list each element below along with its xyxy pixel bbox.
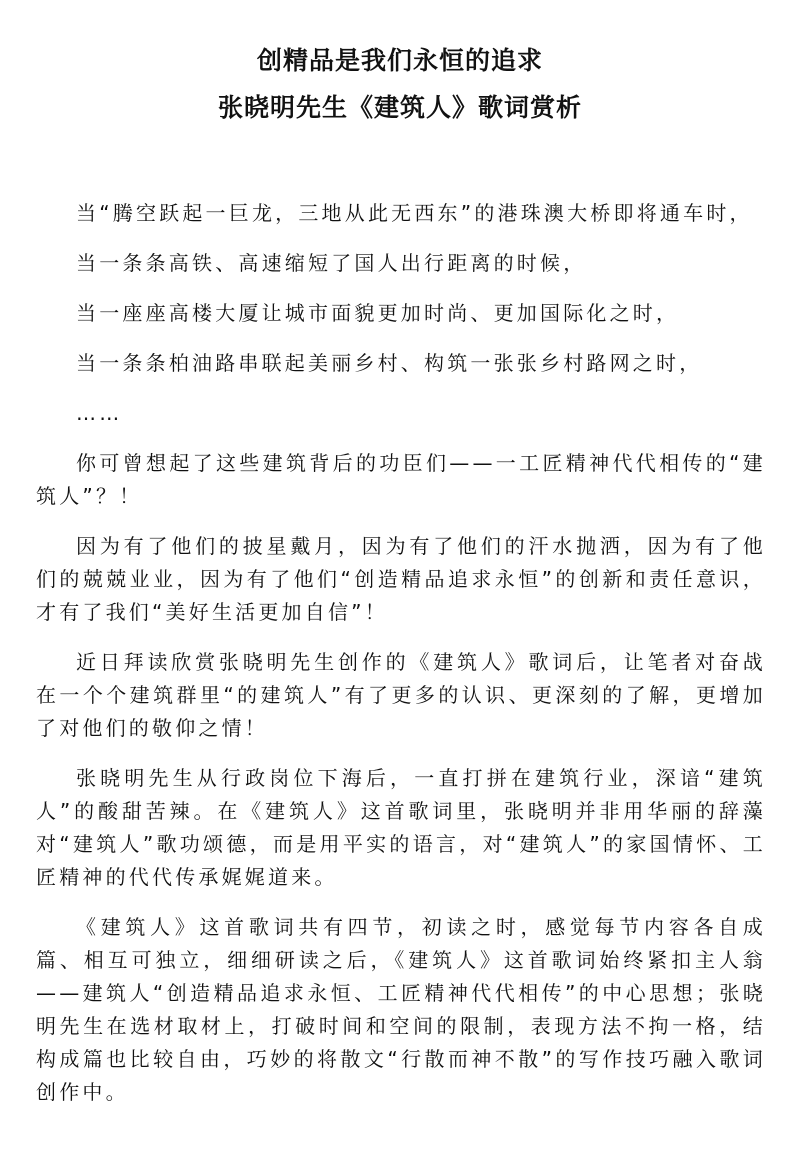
article-body — [36, 197, 766, 1126]
document-title-line-2: 张晓明先生《建筑人》歌词赏析 — [217, 93, 582, 122]
paragraph-7: 因为有了他们的披星戴月，因为有了他们的汗水抛洒，因为有了他们的兢兢业业，因为有了他们“创造精品追求永恒”的创新和责任意识，才有了我们“美好生活更加自信”！ — [36, 534, 766, 624]
paragraph-9: 张晓明先生从行政岗位下海后，一直打拼在建筑行业，深谙“建筑人”的酸甜苦辣。在《建筑人》这首歌词里，张晓明并非用华丽的辞藻对“建筑人”歌功颂德，而是用平实的语言，对“建筑人”的家国情怀、工匠精神的代代传承娓娓道来。 — [36, 766, 766, 889]
paragraph-10: 《建筑人》这首歌词共有四节，初读之时，感觉每节内容各自成篇、相互可独立，细细研读之后，《建筑人》这首歌词始终紧扣主人翁——建筑人“创造精品追求永恒、工匠精神代代相传”的中心思想；张晓明先生在选材取材上，打破时间和空间的限制，表现方法不拘一格，结构成篇也比较自由，巧妙的将散文“行散而神不散”的写作技巧融入歌词创作中。 — [36, 915, 766, 1104]
document-title-line-1: 创精品是我们永恒的追求 — [256, 46, 543, 75]
paragraph-3: 当一座座高楼大厦让城市面貌更加时尚、更加国际化之时， — [76, 301, 680, 325]
paragraph-2: 当一条条高铁、高速缩短了国人出行距离的时候， — [76, 251, 587, 275]
paragraph-ellipsis: …… — [76, 401, 123, 425]
paragraph-8: 近日拜读欣赏张晓明先生创作的《建筑人》歌词后，让笔者对奋战在一个个建筑群里“的建筑人”有了更多的认识、更深刻的了解，更增加了对他们的敬仰之情！ — [36, 650, 766, 740]
paragraph-1: 当“腾空跃起一巨龙，三地从此无西东”的港珠澳大桥即将通车时， — [76, 201, 753, 225]
paragraph-6: 你可曾想起了这些建筑背后的功臣们——一工匠精神代代相传的“建筑人”？！ — [36, 451, 766, 508]
paragraph-4: 当一条条柏油路串联起美丽乡村、构筑一张张乡村路网之时， — [76, 351, 703, 375]
